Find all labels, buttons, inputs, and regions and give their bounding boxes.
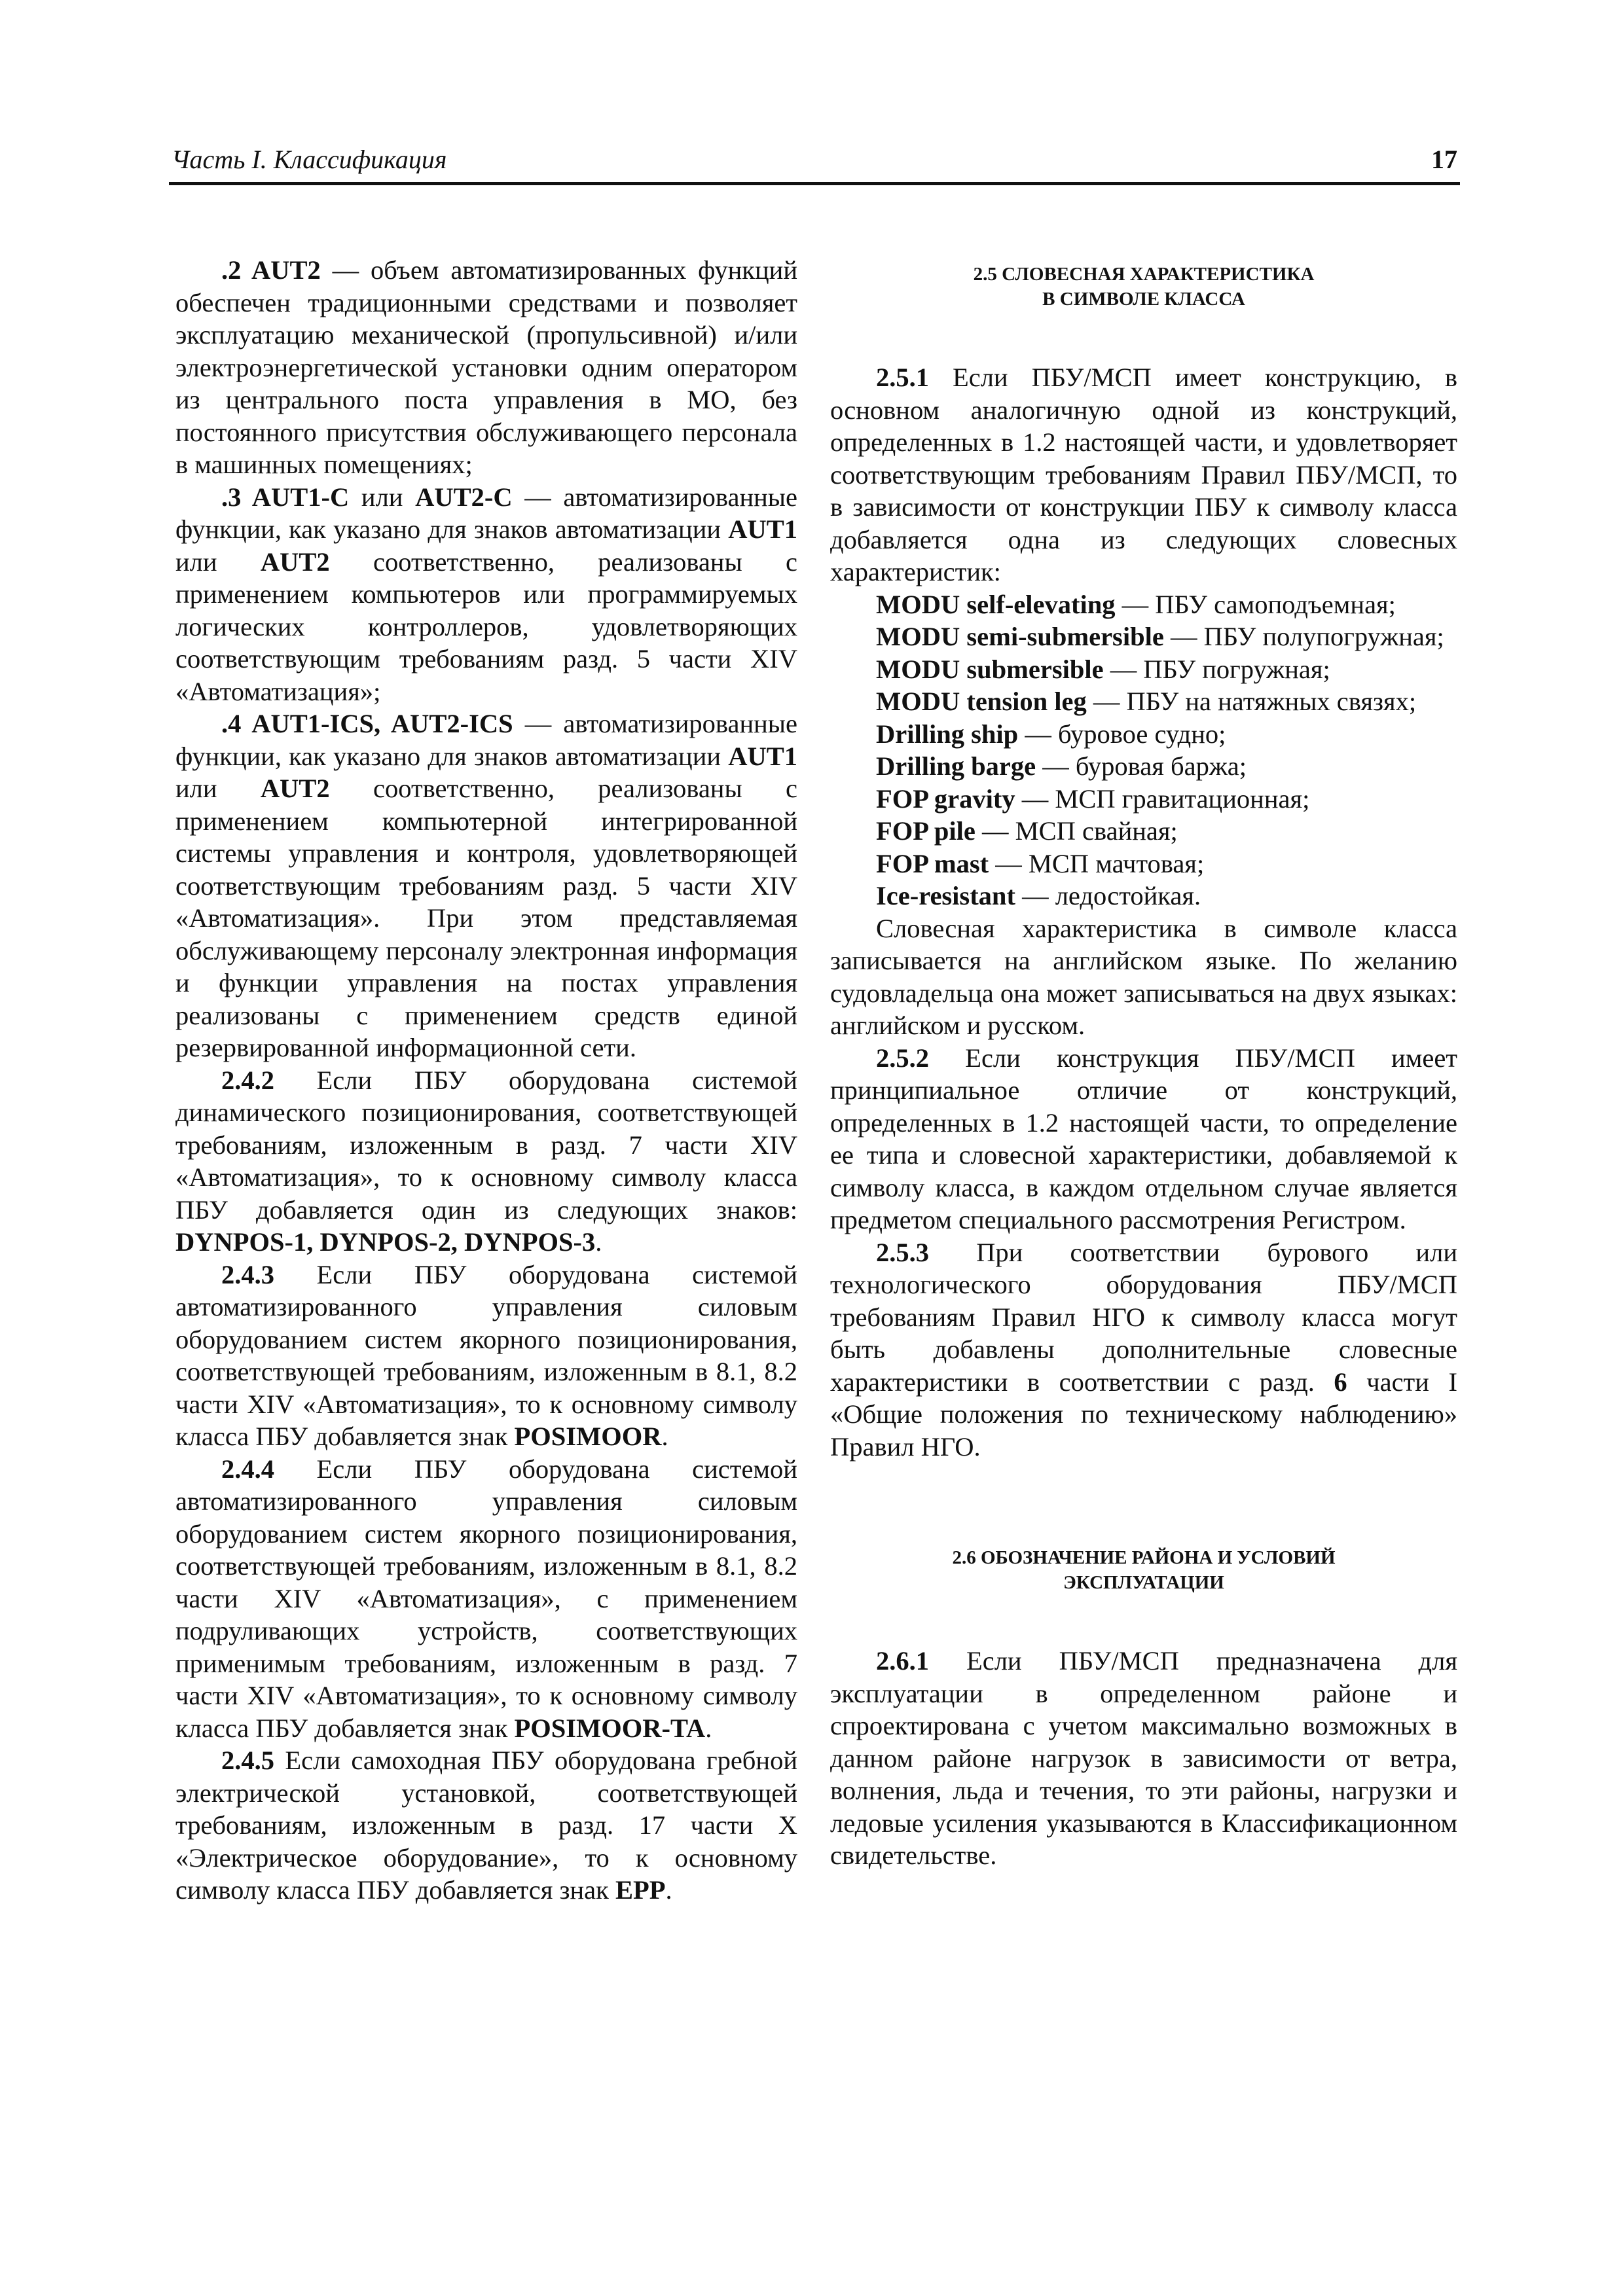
paragraph-aut-ics: .4 AUT1-ICS, AUT2-ICS — автоматизированные функции, как указано для знаков автоматизации AUT1 или AUT2 соответственно, реализованы с применением компьютерной интегрированной системы управления и контроля, удовлетворяющей соответствующим требованиям разд. 5 части XIV «Автоматизация». При этом представляемая обслуживающему персоналу электронная информация и функции управления на постах управления реализованы с применением средств единой резервированной информационной сети. — [175, 709, 798, 1062]
page-number: 17 — [1431, 145, 1457, 174]
section-heading-2-5: 2.5 СЛОВЕСНАЯ ХАРАКТЕРИСТИКА В СИМВОЛЕ КЛАССА — [973, 264, 1315, 310]
running-header — [169, 141, 1460, 185]
item-number: 2.5.3 — [876, 1237, 929, 1267]
paragraph-2-4-4: 2.4.4 Если ПБУ оборудована системой автоматизированного управления силовым оборудованием систем якорного позиционирования, соответствующей требованиям, изложенным в 8.1, 8.2 части XIV «Автоматизация», с применением подруливающих устройств, соответствующих применимым требованиям, изложенным в разд. 7 части XIV «Автоматизация», то к основному символу класса ПБУ добавляется знак POSIMOOR-TA. — [175, 1454, 797, 1743]
paragraph-aut2: .2 AUT2 — объем автоматизированных функций обеспечен традиционными средствами и позволяет эксплуатацию механической (пропульсивной) и/или электроэнергетической установки одним оператором из центрального поста управления в МО, без постоянного присутствия обслуживающего персонала в машинных помещениях; — [175, 255, 797, 479]
paragraph-2-4-3: 2.4.3 Если ПБУ оборудована системой автоматизированного управления силовым оборудованием систем якорного позиционирования, соответствующей требованиям, изложенным в 8.1, 8.2 части XIV «Автоматизация», то к основному символу класса ПБУ добавляется знак POSIMOOR. — [175, 1259, 797, 1451]
section-heading-2-6: 2.6 ОБОЗНАЧЕНИЕ РАЙОНА И УСЛОВИЙ ЭКСПЛУАТАЦИИ — [952, 1547, 1336, 1593]
item-number: 2.4.2 — [221, 1065, 274, 1095]
list-item: MODU tension leg — ПБУ на натяжных связях; — [876, 687, 1417, 716]
paragraph-aut1-c: .3 AUT1-C или AUT2-C — автоматизированные функции, как указано для знаков автоматизации AUT1 или AUT2 соответственно, реализованы с применением компьютеров или программируемых логических контроллеров, удовлетворяющих соответствующим требованиям разд. 5 части XIV «Автоматизация»; — [175, 482, 798, 706]
paragraph-2-6-1: 2.6.1 Если ПБУ/МСП предназначена для эксплуатации в определенном районе и спроектирована с учетом максимально возможных в данном районе нагрузок в зависимости от ветра, волнения, льда и течения, то эти районы, нагрузки и ледовые усиления указываются в Классификационном свидетельстве. — [830, 1646, 1457, 1870]
item-number: 2.6.1 — [876, 1646, 929, 1676]
item-number: .2 AUT2 — [221, 255, 321, 285]
right-column — [830, 262, 1457, 1872]
paragraph-language: Словесная характеристика в символе класса записывается на английском языке. По желанию судовладельца она может записываться на двух языках: английском и русском. — [830, 913, 1457, 1040]
paragraph-2-5-1: 2.5.1 Если ПБУ/МСП имеет конструкцию, в основном аналогичную одной из конструкций, определенных в 1.2 настоящей части, и удовлетворяет соответствующим требованиям Правил ПБУ/МСП, то в зависимости от конструкции ПБУ к символу класса добавляется одна из следующих словесных характеристик: — [830, 363, 1457, 586]
paragraph-2-4-2: 2.4.2 Если ПБУ оборудована системой динамического позиционирования, соответствующей требованиям, изложенным в разд. 7 части XIV «Автоматизация», то к основному символу класса ПБУ добавляется один из следующих знаков: DYNPOS-1, DYNPOS-2, DYNPOS-3. — [175, 1065, 797, 1257]
item-number: .4 AUT1-ICS, AUT2-ICS — [221, 709, 513, 738]
item-number: .3 AUT1-C — [221, 482, 350, 512]
item-number: 2.5.1 — [876, 363, 929, 392]
list-item: MODU semi-submersible — ПБУ полупогружная; — [876, 622, 1444, 651]
paragraph-2-5-3: 2.5.3 При соответствии бурового или технологического оборудования ПБУ/МСП требованиям Правил НГО к символу класса могут быть добавлены дополнительные словесные характеристики в соответствии с разд. 6 части I «Общие положения по техническому наблюдению» Правил НГО. — [830, 1237, 1457, 1462]
item-number: 2.5.2 — [876, 1043, 929, 1073]
list-item: FOP gravity — МСП гравитационная; — [876, 783, 1310, 814]
list-item: Drilling ship — буровое судно; — [876, 719, 1226, 749]
list-item: MODU self-elevating — ПБУ самоподъемная; — [876, 589, 1396, 619]
list-item: FOP pile — МСП свайная; — [876, 816, 1178, 846]
list-item: FOP mast — МСП мачтовая; — [876, 848, 1205, 878]
item-number: 2.4.3 — [221, 1259, 274, 1289]
paragraph-2-4-5: 2.4.5 Если самоходная ПБУ оборудована гребной электрической установкой, соответствующей требованиям, изложенным в разд. 17 части X «Электрическое оборудование», то к основному символу класса ПБУ добавляется знак EPP. — [175, 1746, 797, 1905]
part-title: Часть I. Классификация — [172, 145, 447, 174]
list-item: MODU submersible — ПБУ погружная; — [876, 654, 1330, 684]
list-item: Ice-resistant — ледостойкая. — [876, 881, 1201, 910]
item-number: 2.4.5 — [221, 1746, 274, 1775]
left-column — [175, 254, 797, 1907]
paragraph-2-5-2: 2.5.2 Если конструкция ПБУ/МСП имеет принципиальное отличие от конструкций, определенных в 1.2 настоящей части, то определение ее типа и словесной характеристики, добавляемой к символу класса, в каждом отдельном случае является предметом специального рассмотрения Регистром. — [830, 1043, 1457, 1234]
item-number: 2.4.4 — [221, 1454, 274, 1484]
list-item: Drilling barge — буровая баржа; — [876, 751, 1247, 781]
